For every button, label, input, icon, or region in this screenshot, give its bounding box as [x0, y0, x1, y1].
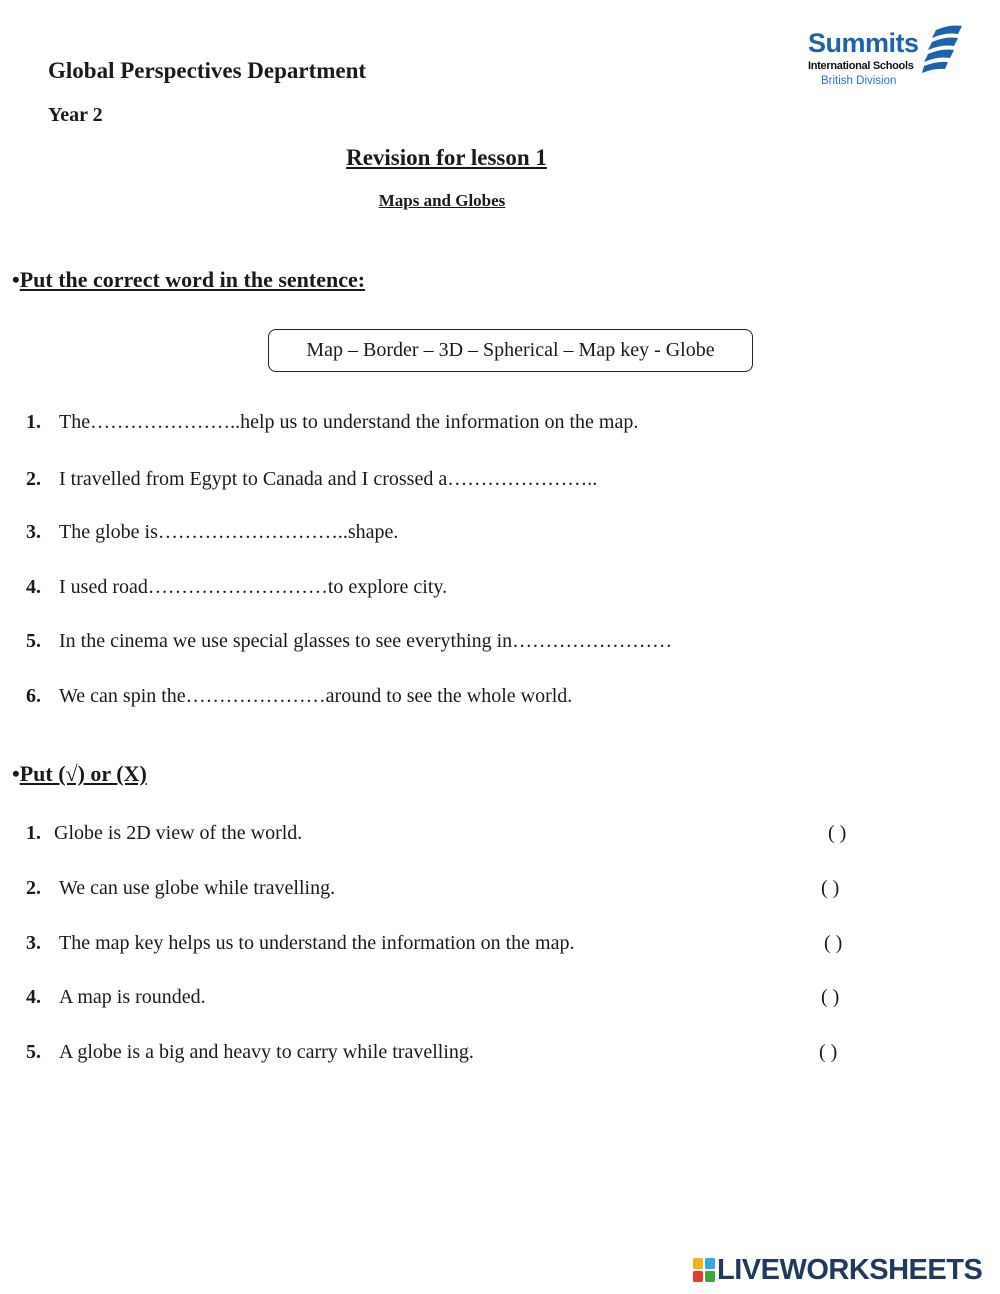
answer-parentheses[interactable]: ( ): [821, 877, 840, 899]
question-number: 2.: [26, 468, 41, 490]
section2-heading: [12, 761, 147, 787]
question-text: In the cinema we use special glasses to see everything in……………………: [59, 630, 673, 652]
fill-question: [26, 630, 672, 653]
question-number: 5.: [26, 630, 41, 652]
question-number: 2.: [26, 877, 41, 899]
question-text: I travelled from Egypt to Canada and I crossed a…………………..: [59, 468, 598, 490]
fill-question: [26, 468, 597, 491]
question-number: 5.: [26, 1041, 41, 1063]
truefalse-question: [26, 1041, 474, 1064]
word-bank: [268, 329, 753, 372]
question-text: The globe is………………………..shape.: [59, 521, 399, 543]
fill-question: [26, 576, 447, 599]
question-text: Globe is 2D view of the world.: [54, 822, 303, 844]
question-number: 4.: [26, 986, 41, 1008]
liveworksheets-brand: [693, 1254, 982, 1286]
question-text: We can use globe while travelling.: [59, 877, 336, 899]
truefalse-question: [26, 932, 574, 955]
answer-parentheses[interactable]: ( ): [824, 932, 843, 954]
page-title: Revision for lesson 1: [346, 145, 547, 170]
question-text: A map is rounded.: [59, 986, 206, 1008]
logo-division: British Division: [821, 75, 897, 87]
fill-question: [26, 685, 572, 708]
question-number: 3.: [26, 932, 41, 954]
fill-question: [26, 411, 638, 434]
question-text: A globe is a big and heavy to carry while travelling.: [59, 1041, 474, 1063]
answer-parentheses[interactable]: ( ): [819, 1041, 838, 1063]
question-text: The map key helps us to understand the information on the map.: [59, 932, 575, 954]
department-title: Global Perspectives Department: [48, 58, 367, 83]
page-subtitle: Maps and Globes: [378, 191, 506, 210]
question-text: The…………………..help us to understand the information on the map.: [59, 411, 639, 433]
truefalse-question: [26, 877, 335, 900]
question-number: 4.: [26, 576, 41, 598]
question-text: I used road………………………to explore city.: [59, 576, 448, 598]
question-number: 6.: [26, 685, 41, 707]
question-number: 3.: [26, 521, 41, 543]
liveworksheets-blocks-icon: [693, 1258, 715, 1282]
truefalse-question: [26, 986, 206, 1009]
word-bank-text: Map – Border – 3D – Spherical – Map key - Globe: [306, 339, 715, 361]
section2-heading-text: Put (√) or (X): [19, 761, 147, 786]
year-label: Year 2: [48, 104, 103, 126]
section1-heading-text: Put the correct word in the sentence:: [19, 267, 366, 292]
question-text: We can spin the…………………around to see the whole world.: [59, 685, 573, 707]
fill-question: [26, 521, 398, 544]
question-number: 1.: [26, 411, 41, 433]
section1-heading: [12, 267, 365, 293]
logo-name: Summits: [808, 28, 919, 58]
truefalse-question: [26, 822, 302, 845]
logo-subtitle: International Schools: [808, 60, 914, 72]
school-logo: [806, 24, 962, 92]
brand-text: LIVEWORKSHEETS: [717, 1253, 983, 1286]
bullet: •: [12, 761, 20, 786]
answer-parentheses[interactable]: ( ): [821, 986, 840, 1008]
wave-stripes-icon: [922, 24, 964, 74]
answer-parentheses[interactable]: ( ): [828, 822, 847, 844]
bullet: •: [12, 267, 20, 292]
question-number: 1.: [26, 822, 41, 844]
